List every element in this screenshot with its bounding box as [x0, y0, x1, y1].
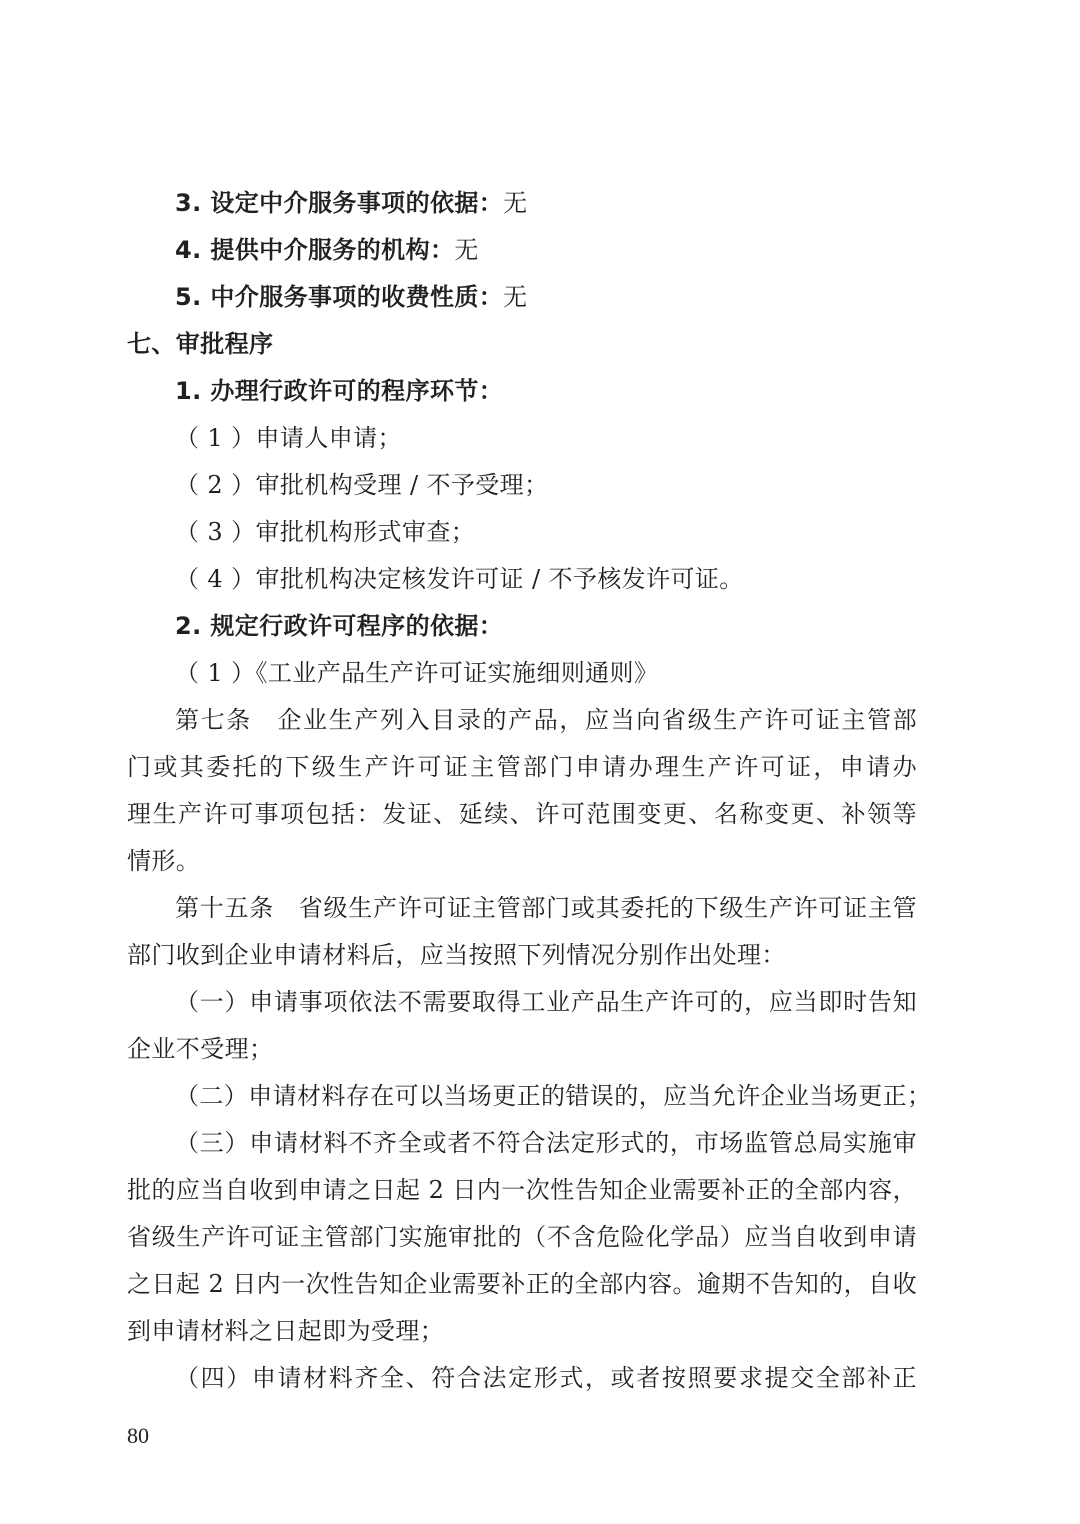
item-3	[127, 187, 917, 219]
item-4-value: 无	[454, 236, 479, 264]
clause-3-line: （三）申请材料不齐全或者不符合法定形式的，市场监管总局实施审	[175, 1129, 917, 1157]
clause-3-line: 批的应当自收到申请之日起 2 日内一次性告知企业需要补正的全部内容，	[127, 1176, 917, 1204]
clause-3-line: 省级生产许可证主管部门实施审批的（不含危险化学品）应当自收到申请	[127, 1223, 917, 1251]
step-3: （ 3 ）审批机构形式审查；	[175, 518, 476, 546]
step-4: （ 4 ）审批机构决定核发许可证 / 不予核发许可证。	[175, 565, 744, 593]
step-1: （ 1 ）申请人申请；	[175, 424, 402, 452]
clause-2-line: （二）申请材料存在可以当场更正的错误的，应当允许企业当场更正；	[175, 1082, 932, 1110]
step-2: （ 2 ）审批机构受理 / 不予受理；	[175, 471, 549, 499]
item-5-label: 5. 中介服务事项的收费性质：	[175, 283, 504, 311]
article-15-line: 部门收到企业申请材料后，应当按照下列情况分别作出处理：	[127, 941, 786, 969]
item-4-label: 4. 提供中介服务的机构：	[175, 236, 455, 264]
item-3-value: 无	[503, 189, 528, 217]
item-5	[127, 281, 917, 313]
clause-4-line: （四）申请材料齐全、符合法定形式，或者按照要求提交全部补正	[175, 1364, 917, 1392]
article-7-line: 理生产许可事项包括：发证、延续、许可范围变更、名称变更、补领等	[127, 800, 917, 828]
clause-3-line: 之日起 2 日内一次性告知企业需要补正的全部内容。逾期不告知的，自收	[127, 1270, 917, 1298]
article-7-line: 第七条 企业生产列入目录的产品，应当向省级生产许可证主管部	[175, 706, 917, 734]
clause-3-line: 到申请材料之日起即为受理；	[127, 1317, 445, 1345]
basis-item-1: （ 1 ）《工业产品生产许可证实施细则通则》	[175, 659, 659, 687]
procedure-heading: 1. 办理行政许可的程序环节：	[175, 377, 504, 405]
section-heading: 七、审批程序	[127, 330, 274, 358]
item-3-label: 3. 设定中介服务事项的依据：	[175, 189, 504, 217]
item-5-value: 无	[503, 283, 528, 311]
article-7-line: 情形。	[127, 847, 201, 875]
article-7-line: 门或其委托的下级生产许可证主管部门申请办理生产许可证，申请办	[127, 753, 917, 781]
clause-1-line: 企业不受理；	[127, 1035, 274, 1063]
item-4	[127, 234, 917, 266]
basis-heading: 2. 规定行政许可程序的依据：	[175, 612, 504, 640]
clause-1-line: （一）申请事项依法不需要取得工业产品生产许可的，应当即时告知	[175, 988, 917, 1016]
page-number: 80	[127, 1423, 149, 1448]
article-15-line: 第十五条 省级生产许可证主管部门或其委托的下级生产许可证主管	[175, 894, 917, 922]
